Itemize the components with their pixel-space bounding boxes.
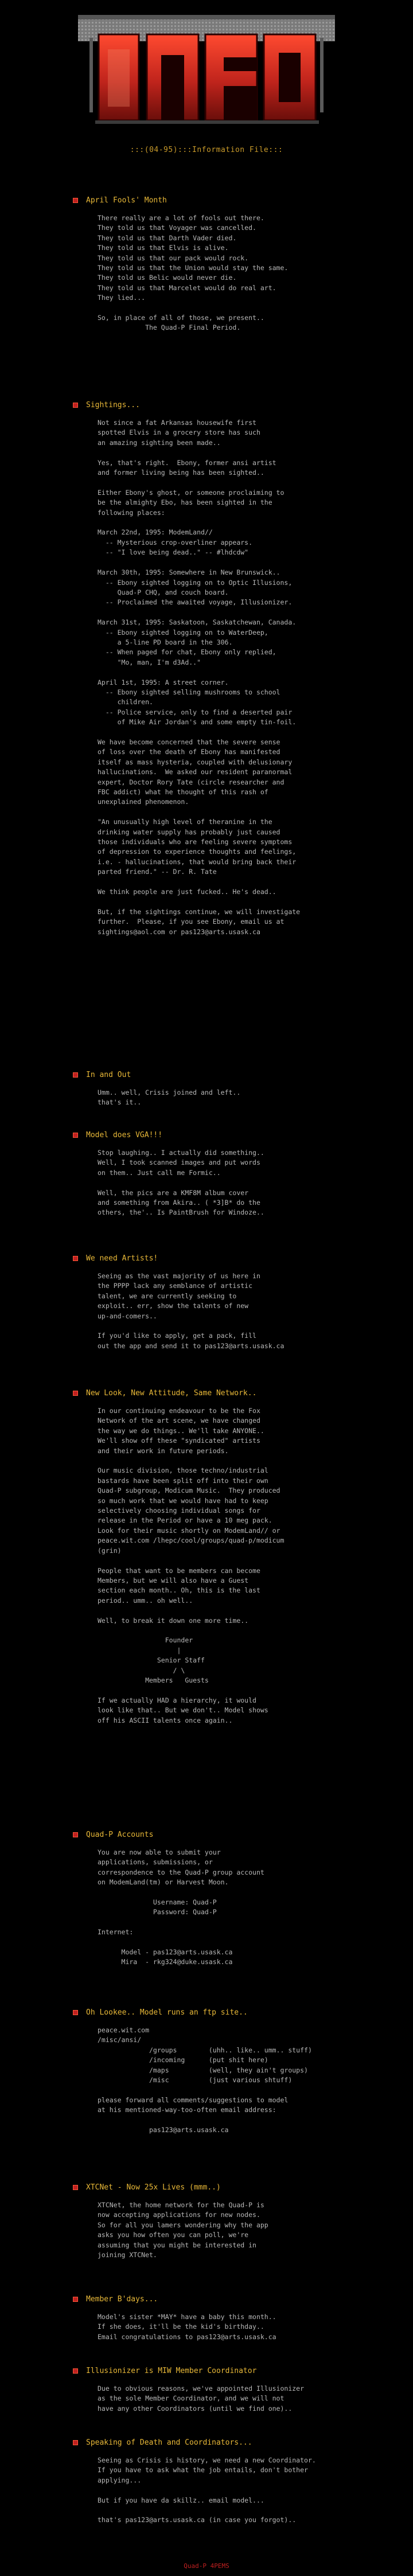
- section-body: Due to obvious reasons, we've appointed Illusionizer as the sole Member Coordinator, and we will not have any other Coordinators (until we find one)..: [98, 2384, 305, 2413]
- section-in-and-out: [72, 1070, 393, 1108]
- section-accounts: [72, 1829, 393, 1968]
- section-death-coordinators: [72, 2437, 393, 2526]
- section-ftp-site: [72, 2007, 393, 2135]
- section-title: We need Artists!: [86, 1254, 158, 1263]
- section-title: Sightings...: [86, 400, 140, 409]
- bullet-icon: [73, 198, 78, 203]
- section-birthdays: [72, 2294, 393, 2342]
- section-title: April Fools' Month: [86, 196, 167, 205]
- section-title: Oh Lookee.. Model runs an ftp site..: [86, 2008, 248, 2017]
- info-logo: [78, 15, 335, 135]
- section-body: You are now able to submit your applications, submissions, or correspondence to the Quad-P group account on ModemLand(tm) or Harvest Moon. Username: Quad-P Password: Quad-P Internet: Model - pas123@arts.usask.ca Mira - rkg324@duke.usask.ca: [98, 1848, 264, 1966]
- section-coordinator: [72, 2366, 393, 2414]
- bullet-icon: [73, 1072, 78, 1078]
- section-new-look: [72, 1388, 393, 1726]
- section-body: Not since a fat Arkansas housewife first spotted Elvis in a grocery store has such an amazing sighting been made.. Yes, that's right. Ebony, former ansi artist and former living being has been sighted.. Either Ebony's ghost, or someone proclaiming to be the almighty Ebo, has been sighted in the following places: March 22nd, 1995: ModemLand// -- Mysterious crop-overliner appears. -- "I love being dead.." -- #lhdcdw" March 30th, 1995: Somewhere in New Brunswick.. -- Ebony sighted logging on to Optic Illusions, Quad-P CHQ, and couch board. -- Proclaimed the awaited voyage, Illusionizer. March 31st, 1995: Saskatoon, Saskatchewan, Canada. -- Ebony sighted logging on to WaterDeep, a 5-line PD board in the 306. -- When paged for chat, Ebony only replied, "Mo, man, I'm d3Ad.." April 1st, 1995: A street corner. -- Ebony sighted selling mushrooms to school children. -- Police service, only to find a deserted pair of Mike Air Jordan's and some empty tin-foil. We have become concerned that the severe sense of loss over the death of Ebony has manifested itself as mass hysteria, coupled with delusionary hallucinations. We asked our resident paranormal expert, Doctor Rory Tate (circle researcher and FBC addict) what he thought of this rash of unexplained phenomenon. "An unusually high level of theranine in the drinking water supply has probably just caused those individuals who are feeling severe symptoms of depression to experience thoughts and feelings, i.e. - hallucinations, that would bring back their parted friend." -- Dr. R. Tate We think people are just fucked.. He's dead.. But, if the sightings continue, we will investigate further. Please, if you see Ebony, email us at sightings@aol.com or pas123@arts.usask.ca: [98, 419, 301, 936]
- section-model-vga: [72, 1130, 393, 1218]
- bullet-icon: [73, 2010, 78, 2015]
- section-title: Member B'days...: [86, 2294, 158, 2304]
- section-title: Quad-P Accounts: [86, 1830, 154, 1839]
- section-title: Illusionizer is MIW Member Coordinator: [86, 2366, 257, 2375]
- section-title: XTCNet - Now 25x Lives (mmm..): [86, 2183, 221, 2192]
- bullet-icon: [73, 1832, 78, 1837]
- section-april-fools: [72, 195, 393, 333]
- section-body: Umm.. well, Crisis joined and left.. that's it..: [98, 1088, 241, 1107]
- section-body: peace.wit.com /misc/ansi/ /groups (uhh.. like.. umm.. stuff) /incoming (put shit here) /maps (well, they ain't groups) /misc (just various shtuff) please forward all comments/suggestions to model at his mentioned-way-too-often email address: pas123@arts.usask.ca: [98, 2026, 312, 2134]
- bullet-icon: [73, 1391, 78, 1396]
- bullet-icon: [73, 1133, 78, 1138]
- section-artists: [72, 1253, 393, 1351]
- section-body: Model's sister *MAY* have a baby this month.. If she does, it'll be the kid's birthday.. Email congratulations to pas123@arts.usask.ca: [98, 2313, 276, 2341]
- bullet-icon: [73, 2297, 78, 2302]
- bullet-icon: [73, 403, 78, 408]
- section-sightings: [72, 400, 393, 937]
- section-body: Seeing as Crisis is history, we need a new Coordinator. If you have to ask what the job entails, don't bother applying... But if you have da skillz.. email model... that's pas123@arts.usask.ca (in case you forgot)..: [98, 2456, 316, 2524]
- bullet-icon: [73, 2368, 78, 2374]
- section-body: There really are a lot of fools out there. They told us that Voyager was cancelled. They told us that Darth Vader died. They told us that Elvis is alive. They told us that our pack would rock. They told us that the Union would stay the same. They told us Belic would never die. They told us that Marcelet would do real art. They lied... So, in place of all of those, we present.. The Quad-P Final Period.: [98, 214, 289, 332]
- bullet-icon: [73, 1256, 78, 1261]
- bullet-icon: [73, 2185, 78, 2190]
- section-body: Seeing as the vast majority of us here in the PPPP lack any semblance of artistic talent, we are currently seeking to exploit.. err, show the talents of new up-and-comers.. If you'd like to apply, get a pack, fill out the app and send it to pas123@arts.usask.ca: [98, 1272, 285, 1350]
- section-title: In and Out: [86, 1070, 131, 1079]
- file-header: :::(04-95):::Information File:::: [130, 146, 283, 154]
- section-body: XTCNet, the home network for the Quad-P is now accepting applications for new nodes. So for all you lamers wondering why the app asks you how often you can poll, we're assuming that you might be interested in joining XTCNet.: [98, 2201, 268, 2259]
- bullet-icon: [73, 2440, 78, 2445]
- section-title: Speaking of Death and Coordinators...: [86, 2438, 252, 2447]
- section-title: New Look, New Attitude, Same Network..: [86, 1388, 257, 1398]
- section-body: In our continuing endeavour to be the Fox Network of the art scene, we have changed the way we do things.. We'll take ANYONE.. We'll show off these "syndicated" artists and their work in future periods. Our music division, those techno/industrial bastards have been split off into their own Quad-P subgroup, Modicum Music. They produced so much work that we would have had to keep selectively choosing individual songs for release in the Period or have a 10 meg pack. Look for their music shortly on ModemLand// or peace.wit.com /lhepc/cool/groups/quad-p/modicum (grin) People that want to be members can become Members, but we will also have a Guest section each month.. Oh, this is the last period.. umm.. oh well.. Well, to break it down one more time.. Founder | Senior Staff / \ Members Guests If we actually HAD a hierarchy, it would look like that.. But we don't.. Model shows off his ASCII talents once again..: [98, 1407, 285, 1724]
- footer-tag: Quad-P 4PEMS: [184, 2562, 229, 2570]
- section-xtcnet: [72, 2182, 393, 2260]
- section-body: Stop laughing.. I actually did something.. Well, I took scanned images and put words on them.. Just call me Formic.. Well, the pics are a KMF8M album cover and something from Akira.. ( *3]B* do the others, the'.. Is PaintBrush for Windoze..: [98, 1149, 264, 1217]
- section-title: Model does VGA!!!: [86, 1130, 163, 1139]
